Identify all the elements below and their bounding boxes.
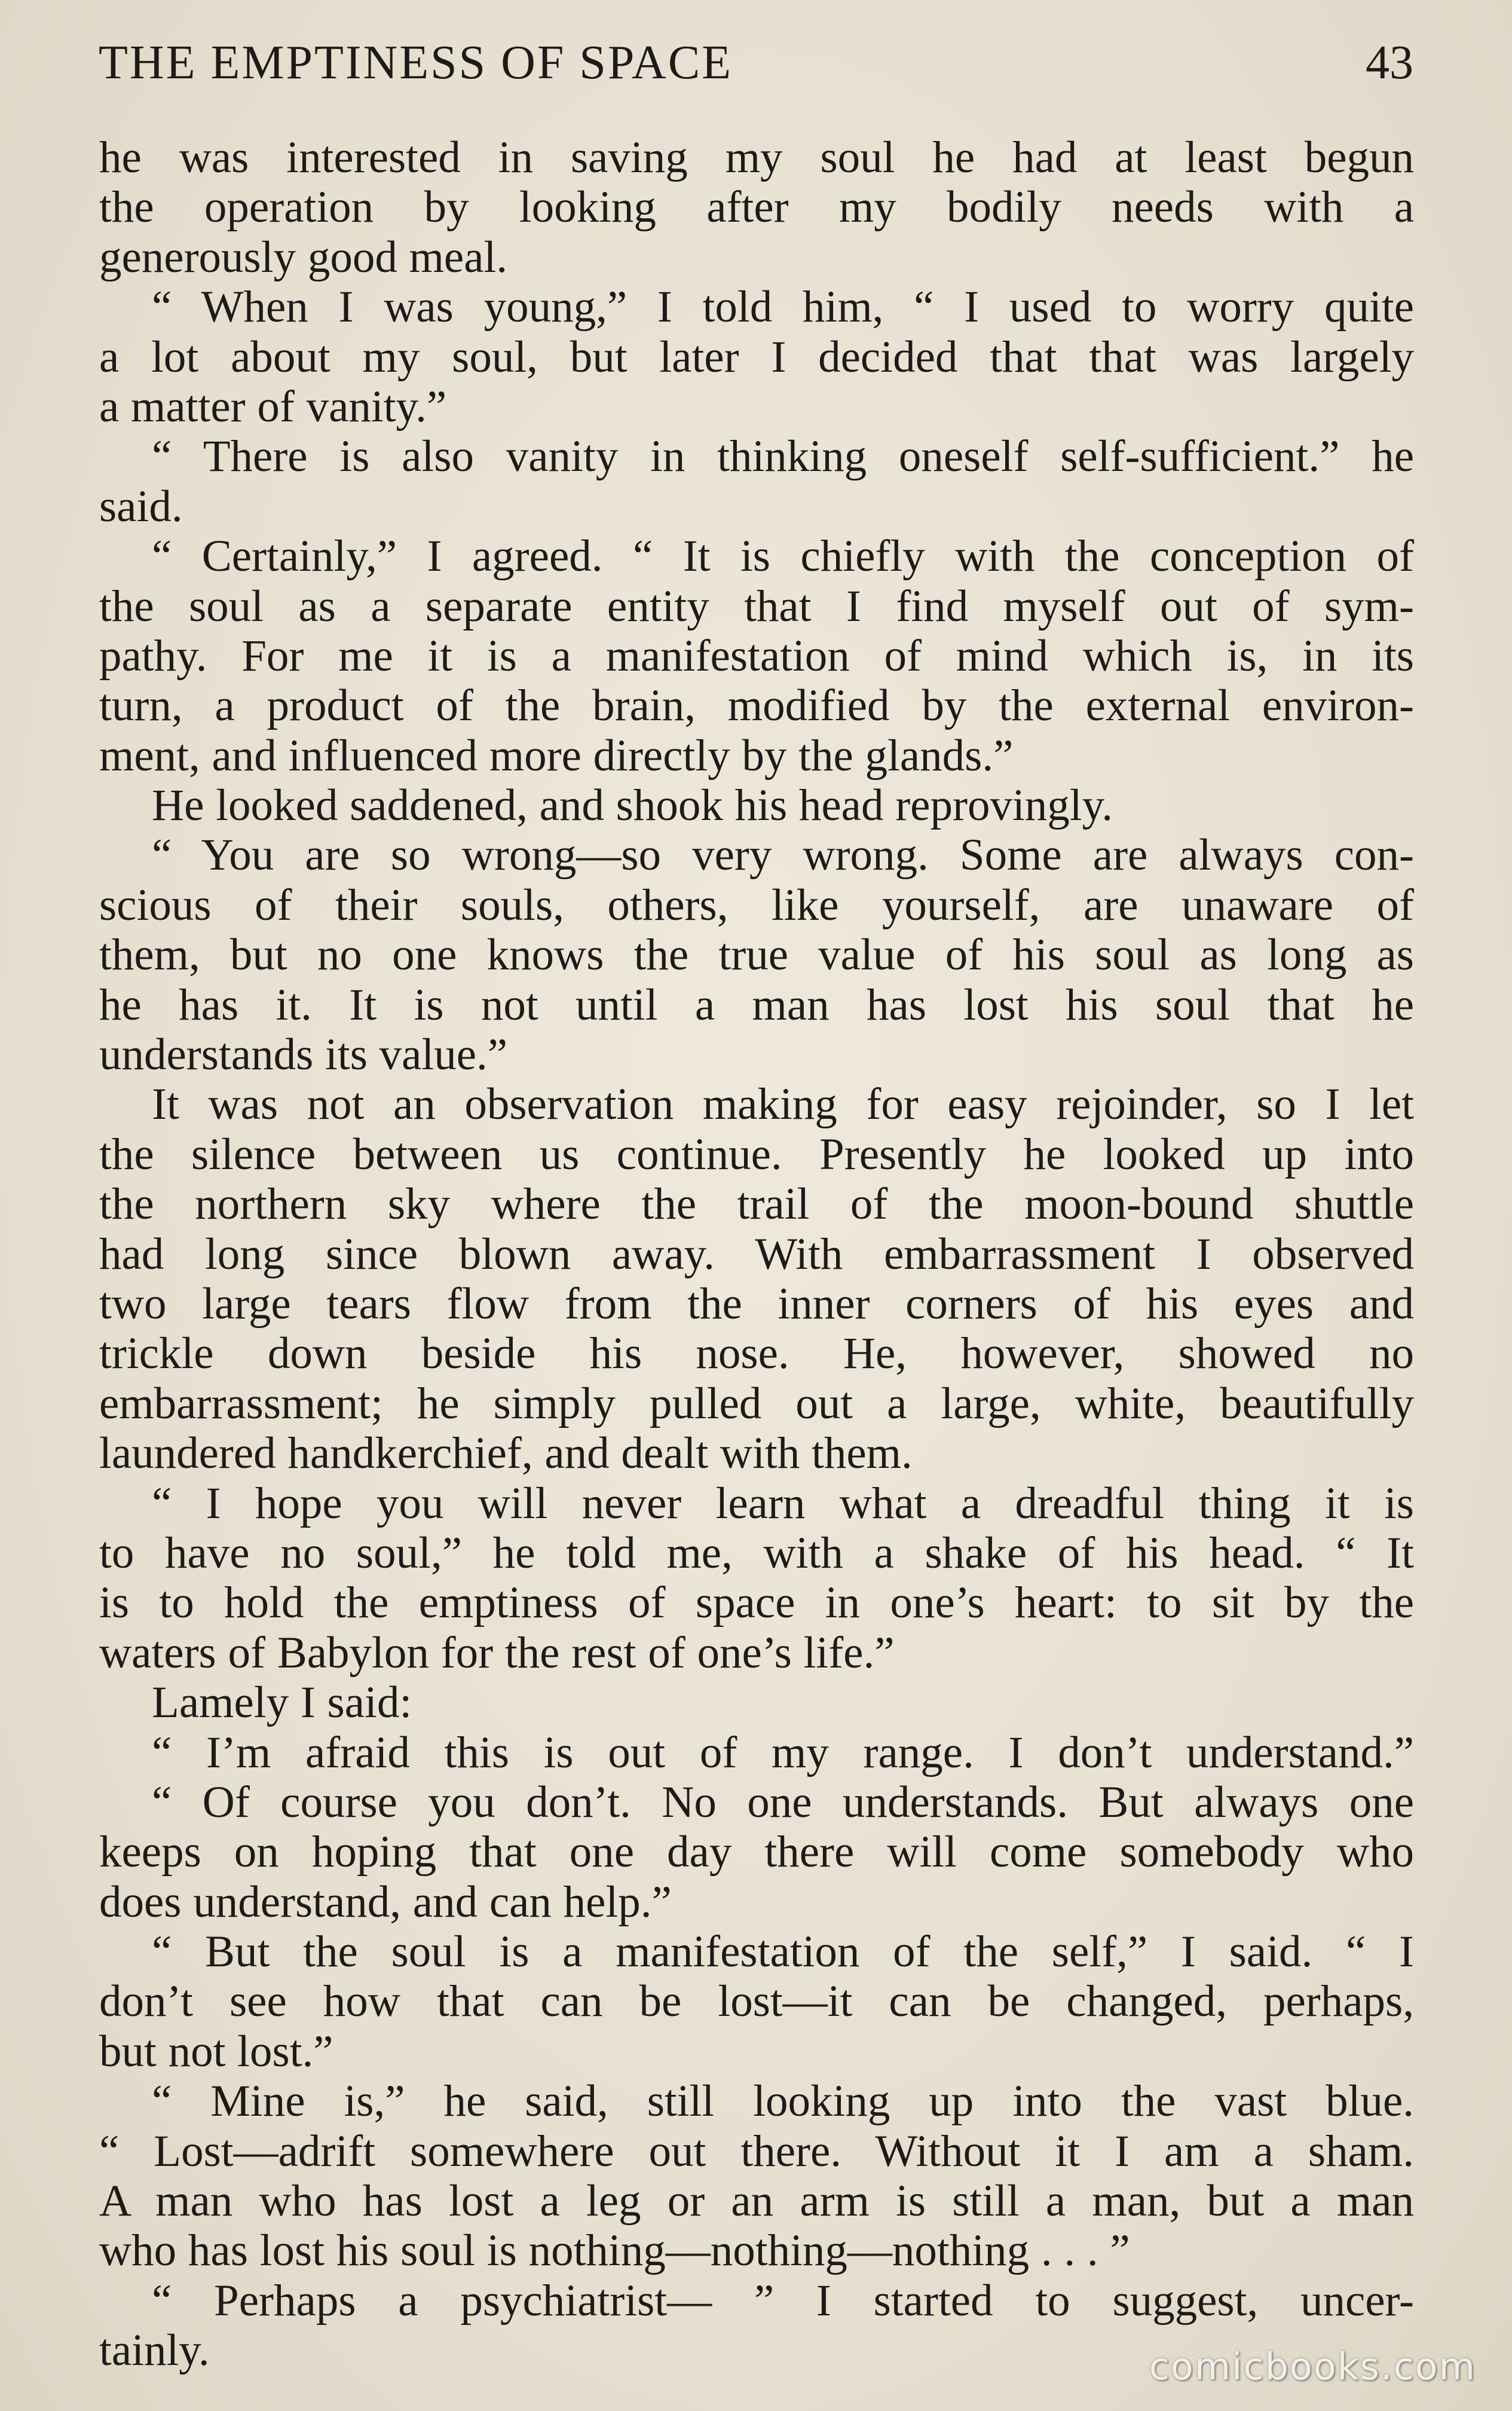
text-line: pathy. For me it is a manifestation of mind which is, in its [99, 631, 1414, 681]
text-line: ment, and influenced more directly by the glands.” [99, 730, 1014, 781]
text-line: “ When I was young,” I told him, “ I used to worry quite [152, 282, 1414, 332]
text-line: said. [99, 481, 183, 531]
text-line: “ You are so wrong—so very wrong. Some are always con- [152, 830, 1414, 880]
text-line: generously good meal. [99, 232, 508, 282]
text-line: the operation by looking after my bodily needs with a [99, 182, 1414, 232]
text-line: who has lost his soul is nothing—nothing—nothing . . . ” [99, 2226, 1130, 2276]
text-line: a matter of vanity.” [99, 381, 447, 432]
text-line: embarrassment; he simply pulled out a large, white, beautifully [99, 1378, 1414, 1428]
text-line: tainly. [99, 2326, 210, 2376]
running-title: THE EMPTINESS OF SPACE [99, 36, 733, 89]
text-line: the northern sky where the trail of the moon-bound shuttle [99, 1179, 1414, 1229]
running-head [99, 33, 1413, 93]
text-line: “ Lost—adrift somewhere out there. Without it I am a sham. [99, 2126, 1414, 2176]
text-line: he has it. It is not until a man has lost his soul that he [99, 980, 1414, 1030]
text-line: them, but no one knows the true value of his soul as long as [99, 930, 1414, 980]
text-line: “ Of course you don’t. No one understands. But always one [152, 1777, 1414, 1827]
text-line: the soul as a separate entity that I find myself out of sym- [99, 581, 1414, 631]
text-line: “ I hope you will never learn what a dreadful thing it is [152, 1478, 1414, 1528]
text-line: scious of their souls, others, like yourself, are unaware of [99, 880, 1414, 930]
text-line: the silence between us continue. Presently he looked up into [99, 1129, 1414, 1179]
text-line: “ Mine is,” he said, still looking up into the vast blue. [152, 2076, 1414, 2127]
text-line: Lamely I said: [152, 1678, 412, 1728]
text-line: “ There is also vanity in thinking oneself self-sufficient.” he [152, 432, 1414, 482]
text-line: two large tears flow from the inner corners of his eyes and [99, 1278, 1414, 1329]
text-line: to have no soul,” he told me, with a shake of his head. “ It [99, 1528, 1414, 1578]
text-line: understands its value.” [99, 1030, 508, 1080]
text-line: had long since blown away. With embarrassment I observed [99, 1229, 1414, 1279]
text-line: “ Certainly,” I agreed. “ It is chiefly with the conception of [152, 531, 1414, 582]
text-line: but not lost.” [99, 2026, 333, 2076]
text-line: turn, a product of the brain, modified by the external environ- [99, 681, 1414, 731]
text-line: he was interested in saving my soul he had at least begun [99, 133, 1414, 182]
text-line: It was not an observation making for easy rejoinder, so I let [152, 1079, 1414, 1130]
text-line: keeps on hoping that one day there will come somebody who [99, 1827, 1414, 1877]
site-watermark: comicbooks.com [1149, 2345, 1476, 2388]
text-line: He looked saddened, and shook his head reprovingly. [152, 781, 1113, 831]
text-line: is to hold the emptiness of space in one’s heart: to sit by the [99, 1578, 1414, 1628]
text-line: “ Perhaps a psychiatrist— ” I started to suggest, uncer- [152, 2275, 1414, 2326]
text-line: trickle down beside his nose. He, however, showed no [99, 1329, 1414, 1379]
body-text [99, 133, 1414, 2376]
page-number: 43 [1366, 36, 1413, 89]
text-line: A man who has lost a leg or an arm is still a man, but a man [99, 2176, 1414, 2226]
text-line: does understand, and can help.” [99, 1877, 672, 1927]
text-line: “ But the soul is a manifestation of the self,” I said. “ I [152, 1927, 1414, 1977]
text-line: don’t see how that can be lost—it can be changed, perhaps, [99, 1976, 1414, 2027]
text-line: a lot about my soul, but later I decided that that was largely [99, 332, 1414, 382]
text-line: laundered handkerchief, and dealt with them. [99, 1428, 913, 1479]
text-line: waters of Babylon for the rest of one’s life.” [99, 1627, 895, 1678]
text-line: “ I’m afraid this is out of my range. I don’t understand.” [152, 1727, 1414, 1777]
